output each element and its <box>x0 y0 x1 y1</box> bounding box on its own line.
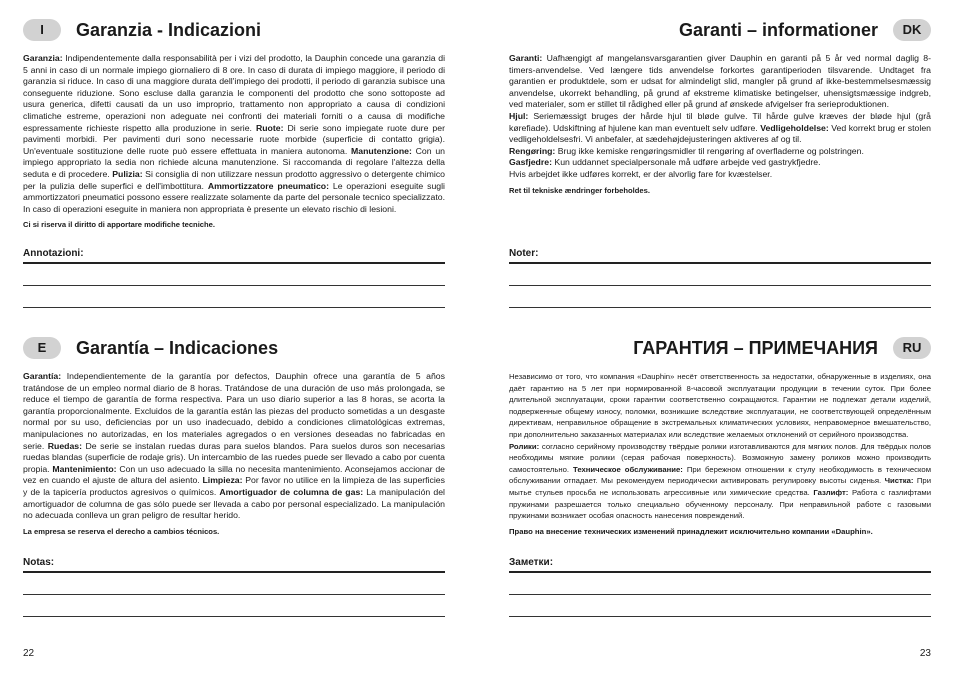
body-text: согласно серийному производству твёрдые ролики изготавливаются для мягких полов. Для твёрдых полов необходимы мягкие ролики (серая рабочая поверхность). Возможную замену роликов можно производить самостоятельно. <box>509 441 931 474</box>
body-text: Independientemente de la garantía por defectos, Dauphin ofrece una garantía de 5 años tratándose de un empleo normal diario de 8 horas. Tratándose de una duración de uso más prolongada, se reduce el tiempo de garantía de forma respectiva. Para un uso diario superior a las 8 horas, se acorta la garantía proporcionalmente. Excluidos de la garantía están las piezas del producto sometidas a un desgaste normal por su uso, deficiencias por un uso inadecuado, debido a condiciones climatológicas extremas, manipulaciones no autorizadas, en los materiales agregados o en versiones deseadas no fabricadas en serie. <box>23 371 445 451</box>
notes-label: Notas: <box>23 557 55 568</box>
bold-term: Amortiguador de columna de gas: <box>219 486 364 497</box>
body-paragraph <box>23 371 445 522</box>
body-text: Di serie sono impiegate ruote dure per pavimenti morbidi. Per pavimenti duri sono necessarie ruote morbide (superficie di contatto grigia). Un'eventuale sostituzione delle ruote può essere effettuata in maniera autonoma. <box>23 122 445 156</box>
body-text: Работа с газлифтами пружинами разрешается только специально обученному персоналу. При неправильной работе с газовыми пружинами возникает особая опасность нанесения повреждений. <box>509 487 931 521</box>
body-paragraph <box>509 371 931 441</box>
bold-term: Чистка: <box>884 476 914 486</box>
section-dk <box>509 17 931 196</box>
body-text: La manipulación del amortiguador de columna de gas sólo puede ser llevada a cabo por personal especializado. La manipulación no adecuada conlleva un gran peligro de resultar herido. <box>23 486 445 521</box>
body-text: De serie se instalan ruedas duras para suelos blandos. Para suelos duros son necesarias ruedas blandas (superficie de rodaje gris). Un intercambio de las ruedes puede ser llevado a cabo por cuenta propia. <box>23 440 445 474</box>
notes-label: Annotazioni: <box>23 248 84 259</box>
body-text: Brug ikke kemiske rengøringsmidler til rengøring af overfladerne og polstringen. <box>555 145 864 156</box>
signoff-text: Ci si riserva il diritto di apportare modifiche tecniche. <box>23 220 216 230</box>
bold-term: Ruedas: <box>47 440 83 451</box>
notes-area-ru <box>509 557 931 617</box>
body-text: Независимо от того, что компания «Dauphin» несёт ответственность за недостатки, обнаруженные в изделиях, она даёт гарантию на 5 лет при нормированной 8-часовой эксплуатации продукции в течении суток. При более длительной эксплуатации, сроки гарантии соответственно сокращаются. Гарантии не подлежат детали изделий, подверженные общему износу, поломки, возникшие вследствие эксплуатации, не соответствующей определённым директивам, неправильное обращение в экстремальных климатических условиях, неправомерное вмешательство, при дополнительно заказанных материалах или вследствие желаемых отклонений от серийного производства. <box>509 372 931 439</box>
section-body <box>23 53 445 215</box>
signoff-text: Право на внесение технических изменений принадлежит исключительно компании «Dauphin». <box>509 526 873 536</box>
section-body <box>509 53 931 181</box>
bold-term: Garantía: <box>23 371 62 381</box>
notes-area-it <box>23 248 445 308</box>
section-title: ГАРАНТИЯ – ПРИМЕЧАНИЯ <box>633 338 878 358</box>
bold-term: Garanzia: <box>23 53 63 63</box>
bold-term: Limpieza: <box>202 475 243 486</box>
notes-rule <box>509 616 931 617</box>
body-text: Por favor no utilice en la limpieza de las superficies y de la tapicería productos agresivos o químicos. <box>23 475 445 497</box>
bold-term: Gasfjedre: <box>509 157 552 168</box>
notes-area-dk <box>509 248 931 308</box>
bold-term: Manutenzione: <box>351 145 412 156</box>
bold-term: Pulizia: <box>112 168 143 179</box>
section-header <box>23 17 445 47</box>
bold-term: Hjul: <box>509 110 529 121</box>
body-text: Con un impiego appropriato la sedia non richiede alcuna manutenzione. Si raccomanda di regolare l'altezza della seduta e di procedere. <box>23 145 446 179</box>
section-it <box>23 17 445 230</box>
body-paragraph <box>509 441 931 522</box>
body-text: Seriemæssigt bruges der hårde hjul til bløde gulve. Til hårde gulve kræves der bløde hjul (grå kørefiade). Udskiftning af hjulene kan man eventuelt selv udføre. <box>509 110 931 133</box>
bold-term: Garanti: <box>509 53 543 63</box>
signoff-text: La empresa se reserva el derecho a cambios técnicos. <box>23 526 220 536</box>
section-title: Garanti – informationer <box>678 20 878 40</box>
body-text: Ved korrekt brug er stolen vedligeholdelsesfri. Vi anbefaler, at sædehøjdejusteringen aktiveres af og til. <box>509 122 931 145</box>
bold-term: Газлифт: <box>813 487 849 497</box>
section-body <box>23 371 445 522</box>
language-badge: DK <box>893 19 931 41</box>
body-text: Le operazioni eseguite sugli ammortizzatori pneumatici possono essere realizzate solamente da parte del personale tecnico specializzato. In caso di operazioni eseguite in maniera non appropriata è presente un elevato rischio di lesioni. <box>23 180 445 214</box>
bold-term: Техническое обслуживание: <box>573 464 683 474</box>
body-text: При бережном отношении к стулу необходимость в техническом обслуживании отпадает. Мы рекомендуем периодически активировать регулировку высоты сиденья. <box>509 464 931 486</box>
body-text: Kun uddannet specialpersonale må udføre arbejde ved gastrykfjedre. <box>551 157 821 168</box>
body-text: Si consiglia di non utilizzare nessun prodotto aggressivo o detergente chimico per la pulizia delle superfici e dell'imbottitura. <box>23 168 445 191</box>
section-title: Garanzia - Indicazioni <box>76 20 262 40</box>
language-badge: I <box>23 19 61 41</box>
section-header <box>509 335 931 365</box>
page-number-right: 23 <box>919 648 931 659</box>
bold-term: Mantenimiento: <box>52 463 117 474</box>
body-paragraph <box>509 111 931 146</box>
bold-term: Ruote: <box>255 122 284 133</box>
section-body <box>509 371 931 522</box>
language-badge: E <box>23 337 61 359</box>
notes-area-es <box>23 557 445 617</box>
page-number-left: 22 <box>23 648 35 659</box>
section-header <box>23 335 445 365</box>
body-text: Hvis arbejdet ikke udføres korrekt, er der alvorlig fare for kvæstelser. <box>509 168 773 179</box>
bold-term: Vedligeholdelse: <box>760 122 829 133</box>
body-text: Indipendentemente dalla responsabilità per i vizi del prodotto, la Dauphin concede una garanzia di 5 anni in caso di un normale impiego giornaliero di 8 ore. In caso di durata di impiego maggiore, il periodo di garanzia si riduce. In caso di una maggiore durata dell'impiego dei prodotti, il periodo di garanzia subisce una conseguente riduzione. Sono escluse dalla garanzia le componenti del prodotto che sono sottoposte ad usura generica, difetti causati da un uso improprio, trattamento non appropriato a causa di condizioni climatiche estreme, operazioni non adeguate nei confronti dei materiali forniti o a causa di modifiche espressamente richieste rispetto alla produzione in serie. <box>23 53 445 133</box>
body-text: Uafhængigt af mangelansvarsgarantien giver Dauphin en garanti på 5 år ved normal daglig 8-timers-anvendelse. Ved længere tids anvendelse forkortes garantiperioden tilsvarende. Undtaget fra garantien er produktdele, som er udsat for almindeligt slid, mangler på grund af ikke-bestemmelsesmæssig anvendelse, ukorrekt behandling, på grund af ekstreme klimatiske betingelser, uhensigtsmæssige indgreb, ved materialer, som er stillet til rådighed eller på grund af ønskede afvigelser fra serieproduktionen. <box>509 53 931 110</box>
section-es <box>23 335 445 537</box>
section-title: Garantía – Indicaciones <box>76 338 279 358</box>
body-text: Con un uso adecuado la silla no necesita mantenimiento. Aconsejamos accionar de vez en cuando el ajuste de altura del asiento. <box>23 463 445 486</box>
body-paragraph <box>23 53 445 215</box>
body-paragraph <box>509 157 931 169</box>
signoff-text: Ret til tekniske ændringer forbeholdes. <box>509 185 650 195</box>
body-paragraph <box>509 169 931 181</box>
bold-term: Ролики: <box>509 441 540 451</box>
notes-label: Заметки: <box>509 557 554 568</box>
body-paragraph <box>509 146 931 158</box>
notes-rule <box>23 307 445 308</box>
body-text: При мытье стульев просьба не использовать агрессивные или химические средства. <box>509 476 932 497</box>
bold-term: Rengøring: <box>509 145 556 156</box>
section-ru <box>509 335 931 537</box>
bold-term: Ammortizzatore pneumatico: <box>207 180 329 191</box>
body-paragraph <box>509 53 931 111</box>
notes-rule <box>23 616 445 617</box>
notes-label: Noter: <box>509 248 539 259</box>
section-header <box>509 17 931 47</box>
language-badge: RU <box>893 337 931 359</box>
notes-rule <box>509 307 931 308</box>
